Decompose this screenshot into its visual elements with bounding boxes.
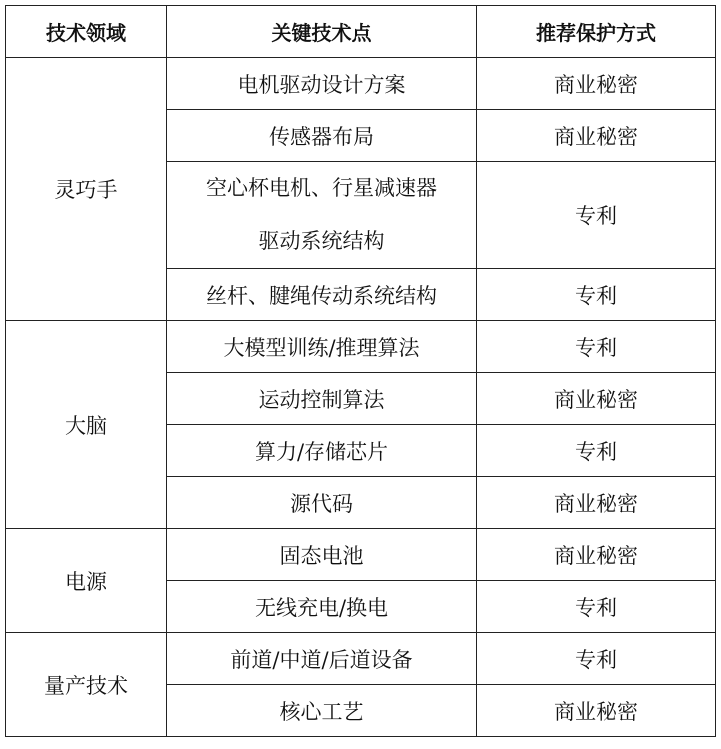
tech-protection-table <box>5 5 716 737</box>
table-row <box>6 58 716 110</box>
protection-cell: 商业秘密 <box>477 110 716 162</box>
header-protection-method: 推荐保护方式 <box>477 6 716 58</box>
protection-cell: 商业秘密 <box>477 529 716 581</box>
tech-point-cell: 无线充电/换电 <box>167 581 477 633</box>
protection-cell: 专利 <box>477 581 716 633</box>
protection-cell: 专利 <box>477 425 716 477</box>
tech-point-line: 空心杯电机、行星减速器 <box>206 176 437 200</box>
document-page <box>5 5 716 737</box>
tech-point-cell <box>167 162 477 269</box>
tech-point-cell: 电机驱动设计方案 <box>167 58 477 110</box>
protection-cell: 商业秘密 <box>477 477 716 529</box>
table-row <box>6 633 716 685</box>
domain-cell: 电源 <box>6 529 167 633</box>
table-row <box>6 321 716 373</box>
table-row <box>6 529 716 581</box>
tech-point-cell: 固态电池 <box>167 529 477 581</box>
tech-point-line: 驱动系统结构 <box>258 229 385 253</box>
protection-cell: 专利 <box>477 269 716 321</box>
protection-cell: 专利 <box>477 321 716 373</box>
protection-cell: 商业秘密 <box>477 685 716 737</box>
header-row <box>6 6 716 58</box>
tech-point-cell: 算力/存储芯片 <box>167 425 477 477</box>
domain-cell: 量产技术 <box>6 633 167 737</box>
domain-cell: 灵巧手 <box>6 58 167 321</box>
tech-point-cell: 传感器布局 <box>167 110 477 162</box>
tech-point-cell: 核心工艺 <box>167 685 477 737</box>
header-key-tech-point: 关键技术点 <box>167 6 477 58</box>
tech-point-cell: 大模型训练/推理算法 <box>167 321 477 373</box>
protection-cell: 专利 <box>477 633 716 685</box>
header-tech-domain: 技术领域 <box>6 6 167 58</box>
tech-point-cell: 源代码 <box>167 477 477 529</box>
protection-cell: 商业秘密 <box>477 58 716 110</box>
protection-cell: 专利 <box>477 162 716 269</box>
tech-point-cell: 前道/中道/后道设备 <box>167 633 477 685</box>
tech-point-cell: 运动控制算法 <box>167 373 477 425</box>
tech-point-cell: 丝杆、腱绳传动系统结构 <box>167 269 477 321</box>
domain-cell: 大脑 <box>6 321 167 529</box>
protection-cell: 商业秘密 <box>477 373 716 425</box>
